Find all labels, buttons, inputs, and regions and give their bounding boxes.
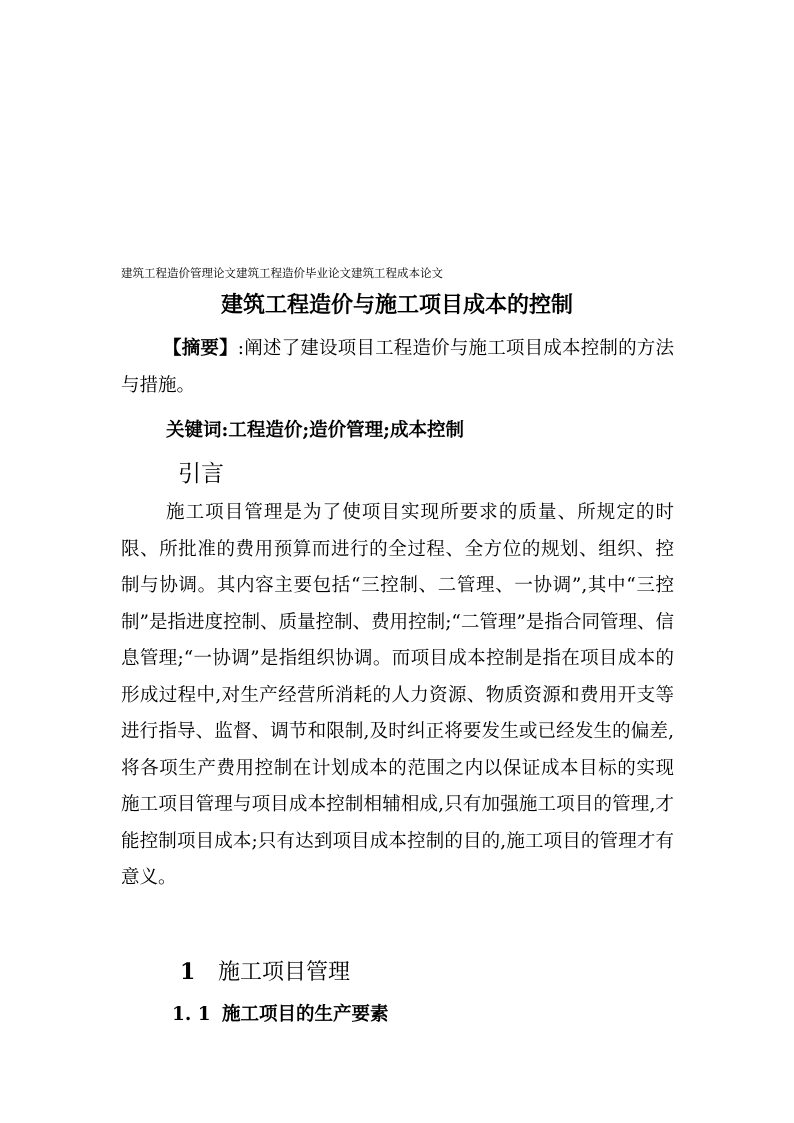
section-title: 施工项目管理 (218, 960, 351, 985)
abstract-label: 【摘要】 (163, 338, 238, 359)
abstract-text: :阐述了建设项目工程造价与施工项目成本控制的方法与措施。 (121, 338, 674, 396)
document-title: 建筑工程造价与施工项目成本的控制 (220, 292, 573, 318)
section-heading (180, 955, 350, 986)
subsection-heading (172, 1000, 389, 1026)
keywords-line: 关键词:工程造价;造价管理;成本控制 (166, 420, 464, 441)
document-header-tags: 建筑工程造价管理论文建筑工程造价毕业论文建筑工程成本论文 (121, 266, 443, 280)
intro-paragraph: 施工项目管理是为了使项目实现所要求的质量、所规定的时限、所批准的费用预算而进行的全过程、全方位的规划、组织、控制与协调。其内容主要包括“三控制、二管理、一协调”,其中“三控制”是指进度控制、质量控制、费用控制;“二管理”是指合同管理、信息管理;“一协调”是指组织协调。而项目成本控制是指在项目成本的形成过程中,对生产经营所消耗的人力资源、物质资源和费用开支等进行指导、监督、调节和限制,及时纠正将要发生或已经发生的偏差,将各项生产费用控制在计划成本的范围之内以保证成本目标的实现施工项目管理与项目成本控制相辅相成,只有加强施工项目的管理,才能控制项目成本;只有达到项目成本控制的目的,施工项目的管理才有意义。 (121, 502, 674, 888)
subsection-title: 施工项目的生产要素 (222, 1004, 389, 1025)
section-number: 1 (180, 959, 196, 985)
intro-heading: 引言 (178, 461, 224, 487)
abstract-paragraph (121, 330, 674, 404)
subsection-number: 1. 1 (172, 1004, 211, 1025)
